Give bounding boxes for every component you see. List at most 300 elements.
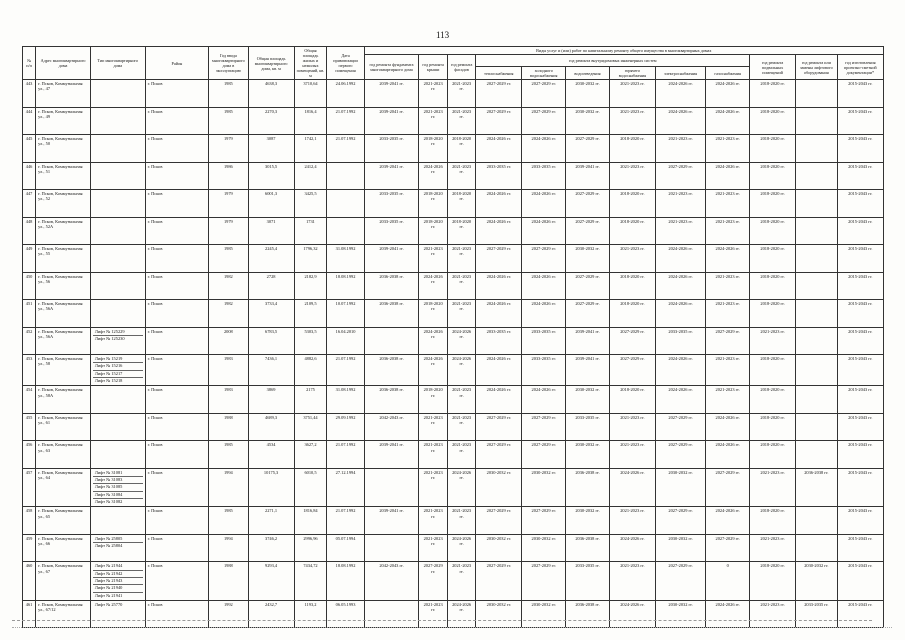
row-gas: 2027-2029 гг. bbox=[706, 468, 750, 506]
row-facade: 2021-2023 гг. bbox=[447, 272, 475, 300]
row-lift-repair: 2036-2038 гг. bbox=[796, 468, 838, 506]
row-roof: 2021-2023 гг. bbox=[419, 468, 447, 506]
row-number: 458 bbox=[23, 507, 36, 535]
row-roof: 2018-2020 гг. bbox=[419, 135, 447, 163]
header-docs: год изготовления проектно-сметной документации* bbox=[837, 55, 883, 80]
row-docs: 2015-2043 гг. bbox=[837, 507, 883, 535]
row-roof: 2021-2023 гг. bbox=[419, 534, 447, 562]
row-cold: 2027-2029 гг. bbox=[522, 80, 566, 108]
row-type bbox=[90, 245, 145, 273]
header-priv-date: Дата приватизации первого помещения bbox=[327, 47, 364, 80]
lift-item: Лифт № 21943 bbox=[93, 578, 143, 585]
row-address: г. Псков, Коммунальная ул., 49 bbox=[36, 107, 91, 135]
row-foundation: 2036-2038 гг. bbox=[364, 355, 419, 386]
header-address: Адрес многоквартирного дома bbox=[36, 47, 91, 80]
row-drain: 2027-2029 гг. bbox=[566, 217, 610, 245]
row-drain: 2027-2029 гг. bbox=[566, 135, 610, 163]
row-basement: 2018-2020 гг. bbox=[750, 245, 796, 273]
row-cold: 2024-2026 гг. bbox=[522, 217, 566, 245]
row-year: 1979 bbox=[209, 217, 248, 245]
row-hot: 2024-2026 гг. bbox=[609, 534, 655, 562]
row-facade: 2018-2020 гг. bbox=[447, 135, 475, 163]
row-number: 451 bbox=[23, 300, 36, 328]
row-lift-repair bbox=[796, 80, 838, 108]
row-address: г. Псков, Коммунальная ул., 52 bbox=[36, 190, 91, 218]
row-priv-date: 31.08.1992 bbox=[327, 386, 364, 414]
lift-item: Лифт № 25805 bbox=[93, 536, 143, 543]
lift-item: Лифт № 25770 bbox=[94, 601, 123, 607]
row-facade: 2021-2023 гг. bbox=[447, 441, 475, 469]
row-address: г. Псков, Коммунальная ул., 56 bbox=[36, 272, 91, 300]
row-gas: 2024-2026 гг. bbox=[706, 600, 750, 628]
row-year: 1985 bbox=[209, 107, 248, 135]
row-district: г. Псков bbox=[145, 300, 209, 328]
row-lift-repair bbox=[796, 245, 838, 273]
row-priv-date: 06.05.1993 bbox=[327, 600, 364, 628]
row-lift-repair bbox=[796, 534, 838, 562]
row-docs: 2015-2043 гг. bbox=[837, 468, 883, 506]
row-cold: 2024-2026 гг. bbox=[522, 386, 566, 414]
row-type bbox=[90, 468, 145, 506]
row-docs: 2015-2043 гг. bbox=[837, 80, 883, 108]
header-area-total: Общая площадь многоквартирного дома, кв. м bbox=[248, 47, 294, 80]
row-basement: 2021-2023 гг. bbox=[750, 468, 796, 506]
row-area-living: 5303,5 bbox=[294, 327, 327, 355]
row-basement: 2018-2020 гг. bbox=[750, 300, 796, 328]
row-roof: 2021-2023 гг. bbox=[419, 600, 447, 628]
row-roof: 2024-2026 гг. bbox=[419, 327, 447, 355]
lift-item: Лифт № 31081 bbox=[93, 470, 143, 477]
row-cold: 2027-2029 гг. bbox=[522, 245, 566, 273]
row-facade: 2021-2023 гг. bbox=[447, 386, 475, 414]
row-type bbox=[90, 190, 145, 218]
page-number: 113 bbox=[436, 30, 450, 40]
row-district: г. Псков bbox=[145, 355, 209, 386]
row-address: г. Псков, Коммунальная ул., 64 bbox=[36, 468, 91, 506]
table-row bbox=[23, 272, 884, 300]
row-basement: 2018-2020 гг. bbox=[750, 135, 796, 163]
row-year: 1983 bbox=[209, 355, 248, 386]
row-year: 1985 bbox=[209, 80, 248, 108]
header-no: № п/п bbox=[23, 47, 36, 80]
row-district: г. Псков bbox=[145, 327, 209, 355]
row-facade: 2021-2023 гг. bbox=[447, 300, 475, 328]
row-district: г. Псков bbox=[145, 217, 209, 245]
row-docs: 2015-2043 гг. bbox=[837, 534, 883, 562]
row-basement: 2018-2020 гг. bbox=[750, 107, 796, 135]
header-sys-drain: водоотведения bbox=[566, 67, 610, 80]
row-drain: 2030-2032 гг. bbox=[566, 80, 610, 108]
row-address: г. Псков, Коммунальная ул., 67 bbox=[36, 562, 91, 600]
row-cold: 2024-2026 гг. bbox=[522, 272, 566, 300]
header-sys-gas: газоснабжения bbox=[706, 67, 750, 80]
table-row bbox=[23, 600, 884, 628]
row-cold: 2024-2026 гг. bbox=[522, 190, 566, 218]
row-area-total: 2432,7 bbox=[248, 600, 294, 628]
row-address: г. Псков, Коммунальная ул., 65 bbox=[36, 507, 91, 535]
row-gas: 2024-2026 гг. bbox=[706, 441, 750, 469]
row-lift-repair bbox=[796, 135, 838, 163]
row-elec: 2024-2026 гг. bbox=[655, 355, 705, 386]
row-year: 1988 bbox=[209, 562, 248, 600]
row-lift-repair bbox=[796, 441, 838, 469]
row-roof: 2018-2020 гг. bbox=[419, 190, 447, 218]
row-area-total: 6783,5 bbox=[248, 327, 294, 355]
row-district: г. Псков bbox=[145, 534, 209, 562]
row-gas: 2024-2026 гг. bbox=[706, 107, 750, 135]
lift-item: Лифт № 125230 bbox=[94, 335, 125, 341]
row-area-living: 6010,5 bbox=[294, 468, 327, 506]
row-basement: 2018-2020 гг. bbox=[750, 355, 796, 386]
row-hot: 2018-2020 гг. bbox=[609, 300, 655, 328]
row-facade: 2021-2023 гг. bbox=[447, 80, 475, 108]
row-number: 453 bbox=[23, 355, 36, 386]
bottom-rule bbox=[12, 620, 872, 621]
row-address: г. Псков, Коммунальная ул., 67/12 bbox=[36, 600, 91, 628]
header-district: Район bbox=[145, 47, 209, 80]
row-basement: 2018-2020 гг. bbox=[750, 562, 796, 600]
row-area-living: 1796,32 bbox=[294, 245, 327, 273]
row-facade: 2024-2026 гг. bbox=[447, 355, 475, 386]
row-basement: 2021-2023 гг. bbox=[750, 327, 796, 355]
row-basement: 2018-2020 гг. bbox=[750, 217, 796, 245]
row-gas: 2024-2026 гг. bbox=[706, 413, 750, 441]
header-sys-cold: холодного водоснабжения bbox=[522, 67, 566, 80]
row-roof: 2027-2029 гг. bbox=[419, 562, 447, 600]
row-priv-date: 18.08.1992 bbox=[327, 562, 364, 600]
row-type bbox=[90, 355, 145, 386]
row-type bbox=[90, 600, 145, 628]
lift-item: Лифт № 15219 bbox=[93, 356, 143, 363]
row-area-total: 2245,4 bbox=[248, 245, 294, 273]
row-docs: 2015-2043 гг. bbox=[837, 355, 883, 386]
row-gas: 2021-2023 гг. bbox=[706, 300, 750, 328]
row-hot: 2018-2020 гг. bbox=[609, 386, 655, 414]
table-row bbox=[23, 80, 884, 108]
row-year: 1979 bbox=[209, 190, 248, 218]
row-area-total: 9293,4 bbox=[248, 562, 294, 600]
header-sys-hot: горячего водоснабжения bbox=[609, 67, 655, 80]
row-docs: 2015-2043 гг. bbox=[837, 107, 883, 135]
row-area-total: 2271,1 bbox=[248, 507, 294, 535]
row-docs: 2015-2043 гг. bbox=[837, 300, 883, 328]
table-row bbox=[23, 468, 884, 506]
row-area-living: 2996,96 bbox=[294, 534, 327, 562]
row-address: г. Псков, Коммунальная ул., 58 bbox=[36, 355, 91, 386]
row-area-total: 2270,3 bbox=[248, 107, 294, 135]
row-docs: 2015-2043 гг. bbox=[837, 217, 883, 245]
row-hot: 2021-2023 гг. bbox=[609, 80, 655, 108]
row-docs: 2015-2043 гг. bbox=[837, 600, 883, 628]
row-heat: 2024-2026 гг. bbox=[476, 190, 522, 218]
row-number: 448 bbox=[23, 217, 36, 245]
row-area-total: 6001,3 bbox=[248, 190, 294, 218]
row-type bbox=[90, 162, 145, 190]
row-hot: 2027-2029 гг. bbox=[609, 355, 655, 386]
row-cold: 2024-2026 гг. bbox=[522, 135, 566, 163]
row-basement: 2018-2020 гг. bbox=[750, 507, 796, 535]
table-row bbox=[23, 107, 884, 135]
row-priv-date: 21.07.1992 bbox=[327, 507, 364, 535]
row-hot: 2018-2020 гг. bbox=[609, 190, 655, 218]
row-foundation: 2042-2043 гг. bbox=[364, 562, 419, 600]
row-hot: 2018-2020 гг. bbox=[609, 135, 655, 163]
row-area-living: 1731 bbox=[294, 217, 327, 245]
row-docs: 2015-2043 гг. bbox=[837, 245, 883, 273]
row-address: г. Псков, Коммунальная ул., 51 bbox=[36, 162, 91, 190]
row-cold: 2033-2035 гг. bbox=[522, 355, 566, 386]
row-type bbox=[90, 300, 145, 328]
row-roof: 2018-2020 гг. bbox=[419, 386, 447, 414]
row-area-living: 2109,5 bbox=[294, 300, 327, 328]
row-type bbox=[90, 413, 145, 441]
row-facade: 2018-2020 гг. bbox=[447, 190, 475, 218]
row-lift-repair bbox=[796, 217, 838, 245]
row-area-living: 1193,2 bbox=[294, 600, 327, 628]
row-address: г. Псков, Коммунальная ул., 56А bbox=[36, 300, 91, 328]
row-cold: 2027-2029 гг. bbox=[522, 507, 566, 535]
row-facade: 2021-2023 гг. bbox=[447, 562, 475, 600]
row-number: 452 bbox=[23, 327, 36, 355]
row-area-total: 7436,1 bbox=[248, 355, 294, 386]
row-docs: 2015-2043 гг. bbox=[837, 441, 883, 469]
row-district: г. Псков bbox=[145, 135, 209, 163]
row-foundation: 2039-2041 гг. bbox=[364, 162, 419, 190]
row-address: г. Псков, Коммунальная ул., 63 bbox=[36, 441, 91, 469]
row-year: 1982 bbox=[209, 272, 248, 300]
row-basement: 2021-2023 гг. bbox=[750, 534, 796, 562]
row-priv-date: 21.07.1992 bbox=[327, 135, 364, 163]
lift-item: Лифт № 15218 bbox=[94, 377, 123, 383]
row-area-living: 1816,4 bbox=[294, 107, 327, 135]
row-basement: 2018-2020 гг. bbox=[750, 386, 796, 414]
row-docs: 2015-2043 гг. bbox=[837, 413, 883, 441]
row-area-total: 2728 bbox=[248, 272, 294, 300]
row-elec: 2021-2023 гг. bbox=[655, 190, 705, 218]
table-row bbox=[23, 355, 884, 386]
row-heat: 2027-2029 гг. bbox=[476, 562, 522, 600]
row-elec: 2030-2032 гг. bbox=[655, 468, 705, 506]
row-district: г. Псков bbox=[145, 413, 209, 441]
row-foundation: 2042-2043 гг. bbox=[364, 413, 419, 441]
row-roof: 2021-2023 гг. bbox=[419, 80, 447, 108]
table-row bbox=[23, 441, 884, 469]
row-basement: 2021-2023 гг. bbox=[750, 600, 796, 628]
row-number: 455 bbox=[23, 413, 36, 441]
row-number: 459 bbox=[23, 534, 36, 562]
row-foundation bbox=[364, 327, 419, 355]
row-hot: 2021-2023 гг. bbox=[609, 413, 655, 441]
row-district: г. Псков bbox=[145, 600, 209, 628]
row-number: 443 bbox=[23, 80, 36, 108]
row-facade: 2024-2026 гг. bbox=[447, 600, 475, 628]
row-drain: 2030-2032 гг. bbox=[566, 245, 610, 273]
row-hot: 2024-2026 гг. bbox=[609, 600, 655, 628]
row-cold: 2027-2029 гг. bbox=[522, 441, 566, 469]
row-elec: 2030-2032 гг. bbox=[655, 600, 705, 628]
row-gas: 2027-2029 гг. bbox=[706, 327, 750, 355]
row-district: г. Псков bbox=[145, 80, 209, 108]
row-address: г. Псков, Коммунальная ул., 47 bbox=[36, 80, 91, 108]
row-gas: 2021-2023 гг. bbox=[706, 135, 750, 163]
row-drain: 2036-2038 гг. bbox=[566, 600, 610, 628]
row-foundation: 2039-2041 гг. bbox=[364, 245, 419, 273]
row-facade: 2024-2026 гг. bbox=[447, 468, 475, 506]
row-heat: 2024-2026 гг. bbox=[476, 135, 522, 163]
row-district: г. Псков bbox=[145, 441, 209, 469]
row-priv-date: 18.08.1992 bbox=[327, 272, 364, 300]
row-area-total: 3869 bbox=[248, 386, 294, 414]
lift-item: Лифт № 21940 bbox=[93, 585, 143, 592]
row-heat: 2024-2026 гг. bbox=[476, 300, 522, 328]
row-facade: 2021-2023 гг. bbox=[447, 413, 475, 441]
row-gas: 2021-2023 гг. bbox=[706, 272, 750, 300]
row-area-living: 2182,9 bbox=[294, 272, 327, 300]
row-year: 2008 bbox=[209, 327, 248, 355]
row-area-living: 7434,72 bbox=[294, 562, 327, 600]
row-year: 1982 bbox=[209, 300, 248, 328]
row-area-total: 4638,3 bbox=[248, 80, 294, 108]
row-type bbox=[90, 441, 145, 469]
table-row bbox=[23, 135, 884, 163]
row-gas: 2024-2026 гг. bbox=[706, 162, 750, 190]
row-priv-date bbox=[327, 190, 364, 218]
row-priv-date: 27.12.1994 bbox=[327, 468, 364, 506]
row-foundation: 2039-2041 гг. bbox=[364, 507, 419, 535]
row-address: г. Псков, Коммунальная ул., 58А bbox=[36, 386, 91, 414]
header-works-group: Виды услуг и (или) работ по капитальному ремонту общего имущества в многоквартирных домах bbox=[364, 47, 883, 55]
row-roof: 2021-2023 гг. bbox=[419, 507, 447, 535]
row-gas: 2024-2026 гг. bbox=[706, 245, 750, 273]
row-lift-repair bbox=[796, 107, 838, 135]
row-heat: 2027-2029 гг. bbox=[476, 245, 522, 273]
row-cold: 2030-2032 гг. bbox=[522, 534, 566, 562]
row-lift-repair bbox=[796, 190, 838, 218]
row-number: 461 bbox=[23, 600, 36, 628]
lift-item: Лифт № 25804 bbox=[94, 543, 123, 549]
row-area-total: 3087 bbox=[248, 135, 294, 163]
row-foundation: 2036-2038 гг. bbox=[364, 300, 419, 328]
row-year: 1985 bbox=[209, 441, 248, 469]
table-row bbox=[23, 217, 884, 245]
row-roof: 2021-2023 гг. bbox=[419, 413, 447, 441]
row-elec: 2027-2029 гг. bbox=[655, 413, 705, 441]
row-elec: 2024-2026 гг. bbox=[655, 107, 705, 135]
row-elec: 2024-2026 гг. bbox=[655, 386, 705, 414]
header-roof: год ремонта крыши bbox=[419, 55, 447, 80]
row-hot: 2018-2020 гг. bbox=[609, 217, 655, 245]
row-roof: 2018-2020 гг. bbox=[419, 217, 447, 245]
row-facade: 2021-2023 гг. bbox=[447, 245, 475, 273]
row-number: 457 bbox=[23, 468, 36, 506]
row-district: г. Псков bbox=[145, 386, 209, 414]
row-lift-repair bbox=[796, 386, 838, 414]
row-number: 447 bbox=[23, 190, 36, 218]
lift-item: Лифт № 21942 bbox=[93, 571, 143, 578]
row-type bbox=[90, 507, 145, 535]
row-hot: 2021-2023 гг. bbox=[609, 162, 655, 190]
row-area-living: 2175 bbox=[294, 386, 327, 414]
table-row bbox=[23, 562, 884, 600]
row-heat: 2024-2026 гг. bbox=[476, 355, 522, 386]
row-priv-date: 31.08.1992 bbox=[327, 245, 364, 273]
lift-item: Лифт № 21944 bbox=[93, 563, 143, 570]
row-facade: 2021-2023 гг. bbox=[447, 507, 475, 535]
row-priv-date: 21.07.1992 bbox=[327, 355, 364, 386]
row-heat: 2024-2026 гг. bbox=[476, 386, 522, 414]
header-lift: год ремонта или замены лифтового оборудования bbox=[796, 55, 838, 80]
row-area-living: 1742,1 bbox=[294, 135, 327, 163]
row-gas: 2024-2026 гг. bbox=[706, 80, 750, 108]
row-hot: 2021-2023 гг. bbox=[609, 562, 655, 600]
row-priv-date: 21.07.1992 bbox=[327, 107, 364, 135]
row-area-total: 3015,5 bbox=[248, 162, 294, 190]
repair-schedule-table bbox=[22, 46, 884, 628]
row-drain: 2030-2032 гг. bbox=[566, 507, 610, 535]
row-type bbox=[90, 386, 145, 414]
header-year: Год ввода многоквартирного дома в эксплуатацию bbox=[209, 47, 248, 80]
row-cold: 2027-2029 гг. bbox=[522, 107, 566, 135]
row-heat: 2033-2035 гг. bbox=[476, 327, 522, 355]
row-drain: 2030-2032 гг. bbox=[566, 107, 610, 135]
row-basement: 2018-2020 гг. bbox=[750, 80, 796, 108]
row-lift-repair: 2033-2035 гг. bbox=[796, 600, 838, 628]
lift-item: Лифт № 15217 bbox=[93, 371, 143, 378]
row-lift-repair: 2030-2032 гг. bbox=[796, 562, 838, 600]
table-row bbox=[23, 413, 884, 441]
row-cold: 2033-2035 гг. bbox=[522, 327, 566, 355]
row-number: 446 bbox=[23, 162, 36, 190]
row-gas: 2021-2023 гг. bbox=[706, 355, 750, 386]
row-drain: 2039-2041 гг. bbox=[566, 327, 610, 355]
header-sys-elec: электроснабжения bbox=[655, 67, 705, 80]
row-area-living: 3710,64 bbox=[294, 80, 327, 108]
row-hot: 2021-2023 гг. bbox=[609, 441, 655, 469]
row-drain: 2027-2029 гг. bbox=[566, 190, 610, 218]
row-district: г. Псков bbox=[145, 107, 209, 135]
row-priv-date bbox=[327, 162, 364, 190]
row-roof: 2024-2026 гг. bbox=[419, 162, 447, 190]
row-cold: 2024-2026 гг. bbox=[522, 300, 566, 328]
table-row bbox=[23, 507, 884, 535]
row-district: г. Псков bbox=[145, 272, 209, 300]
row-area-total: 4689,3 bbox=[248, 413, 294, 441]
row-area-living: 1816,84 bbox=[294, 507, 327, 535]
row-heat: 2030-2032 гг. bbox=[476, 600, 522, 628]
row-area-total: 3746,2 bbox=[248, 534, 294, 562]
row-gas: 0 bbox=[706, 562, 750, 600]
row-hot: 2027-2029 гг. bbox=[609, 327, 655, 355]
row-drain: 2039-2041 гг. bbox=[566, 162, 610, 190]
row-elec: 2024-2026 гг. bbox=[655, 80, 705, 108]
row-foundation: 2036-2038 гг. bbox=[364, 386, 419, 414]
row-elec: 2021-2023 гг. bbox=[655, 217, 705, 245]
row-foundation bbox=[364, 600, 419, 628]
row-address: г. Псков, Коммунальная ул., 50 bbox=[36, 135, 91, 163]
row-roof: 2024-2026 гг. bbox=[419, 355, 447, 386]
row-drain: 2036-2038 гг. bbox=[566, 534, 610, 562]
row-lift-repair bbox=[796, 413, 838, 441]
row-docs: 2015-2043 гг. bbox=[837, 190, 883, 218]
row-drain: 2033-2035 гг. bbox=[566, 562, 610, 600]
row-number: 454 bbox=[23, 386, 36, 414]
row-number: 449 bbox=[23, 245, 36, 273]
row-elec: 2027-2029 гг. bbox=[655, 441, 705, 469]
row-drain: 2030-2032 гг. bbox=[566, 441, 610, 469]
row-hot: 2021-2023 гг. bbox=[609, 107, 655, 135]
row-facade: 2024-2026 гг. bbox=[447, 534, 475, 562]
row-number: 460 bbox=[23, 562, 36, 600]
